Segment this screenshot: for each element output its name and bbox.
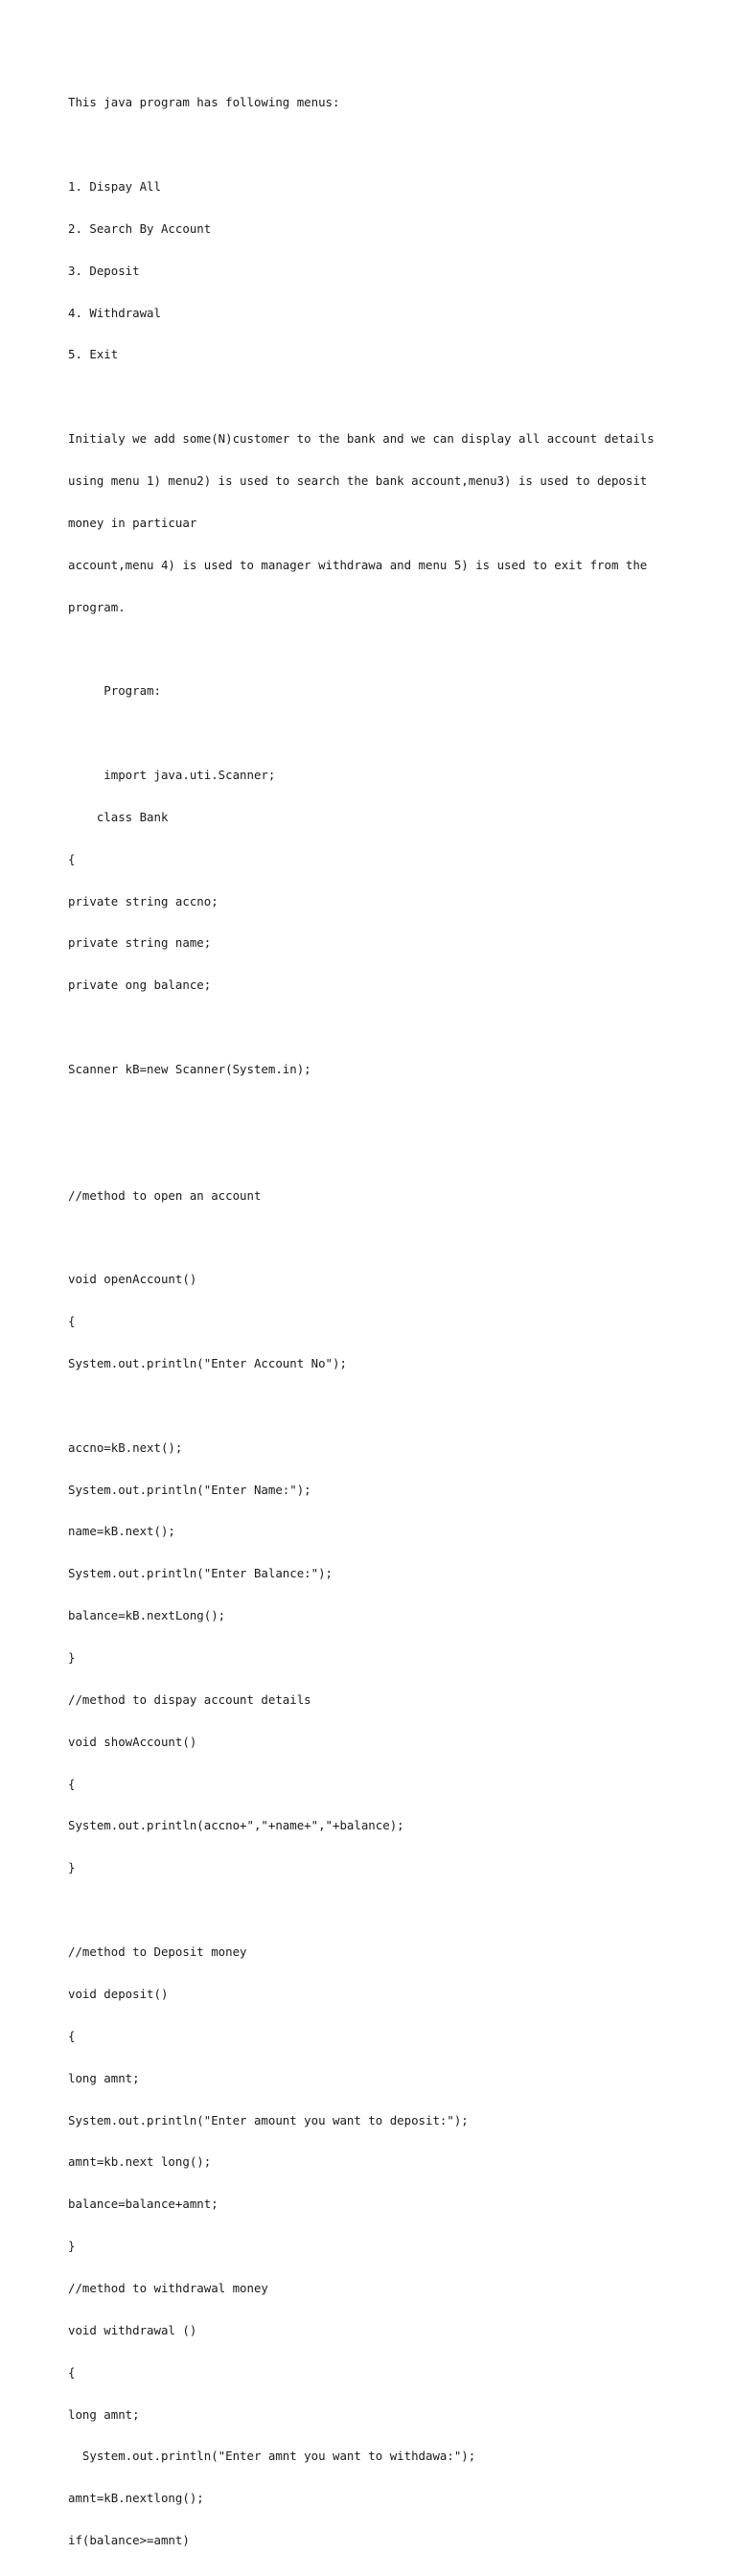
text-line: accno=kB.next(); (68, 1439, 183, 1455)
text-line: void showAccount() (68, 1734, 197, 1749)
text-line: { (68, 2364, 76, 2380)
text-line: { (68, 1776, 76, 1791)
text-line: 2. Search By Account (68, 220, 212, 236)
text-line: Initialy we add some(N)customer to the bank and we can display all account details (68, 431, 655, 447)
text-line: amnt=kB.nextlong(); (68, 2491, 204, 2506)
text-line: using menu 1) menu2) is used to search the bank account,menu3) is used to deposit (68, 472, 648, 488)
text-line: //method to open an account (68, 1187, 262, 1203)
text-line: long amnt; (68, 2406, 140, 2422)
text-line: 4. Withdrawal (68, 305, 161, 320)
text-line: program. (68, 599, 126, 614)
text-line: System.out.println("Enter amnt you want to withdawa:"); (68, 2449, 476, 2464)
text-line: 3. Deposit (68, 263, 140, 278)
text-line: } (68, 1860, 76, 1875)
text-line: //method to withdrawal money (68, 2280, 268, 2295)
document-text (68, 68, 701, 2576)
text-line: { (68, 1314, 76, 1329)
text-line: private ong balance; (68, 978, 212, 993)
text-line: //method to Deposit money (68, 1944, 247, 1960)
text-line: name=kB.next(); (68, 1524, 175, 1539)
text-line: if(balance>=amnt) (68, 2533, 190, 2548)
text-line (68, 1147, 701, 1162)
text-line (68, 1230, 701, 1245)
text-line: Program: (68, 683, 161, 699)
text-line: account,menu 4) is used to manager withdrawa and menu 5) is used to exit from the (68, 557, 648, 572)
text-line: void openAccount() (68, 1272, 197, 1287)
text-line: private string name; (68, 935, 212, 951)
text-line: System.out.println("Enter Balance:"); (68, 1566, 334, 1581)
text-line: { (68, 851, 76, 866)
text-line: balance=kB.nextLong(); (68, 1608, 226, 1623)
text-line: System.out.println("Enter Name:"); (68, 1482, 311, 1497)
text-line: //method to dispay account details (68, 1691, 311, 1707)
text-line: void deposit() (68, 1986, 169, 2001)
text-line (68, 138, 701, 152)
text-line: Scanner kB=new Scanner(System.in); (68, 1062, 311, 1077)
text-line: amnt=kb.next long(); (68, 2154, 212, 2170)
text-line: 1. Dispay All (68, 178, 161, 194)
text-line (68, 726, 701, 741)
text-line: This java program has following menus: (68, 95, 340, 110)
text-line (68, 642, 701, 656)
text-line (68, 1105, 701, 1119)
text-line: void withdrawal () (68, 2322, 197, 2337)
text-line: long amnt; (68, 2070, 140, 2085)
text-line: System.out.println("Enter Account No"); (68, 1356, 347, 1371)
text-line (68, 390, 701, 404)
text-line (68, 1021, 701, 1035)
text-line (68, 1903, 701, 1918)
text-line (68, 1399, 701, 1414)
text-line: { (68, 2028, 76, 2043)
text-line: import java.uti.Scanner; (68, 768, 276, 782)
text-line: class Bank (68, 809, 169, 824)
text-line: money in particuar (68, 515, 197, 530)
text-line: System.out.println("Enter amount you want to deposit:"); (68, 2112, 469, 2128)
text-line: balance=balance+amnt; (68, 2196, 218, 2212)
text-line: System.out.println(accno+","+name+","+balance); (68, 1818, 404, 1833)
text-line: } (68, 1650, 76, 1666)
text-line: private string accno; (68, 893, 218, 908)
text-line: } (68, 2239, 76, 2254)
text-line: 5. Exit (68, 347, 119, 362)
